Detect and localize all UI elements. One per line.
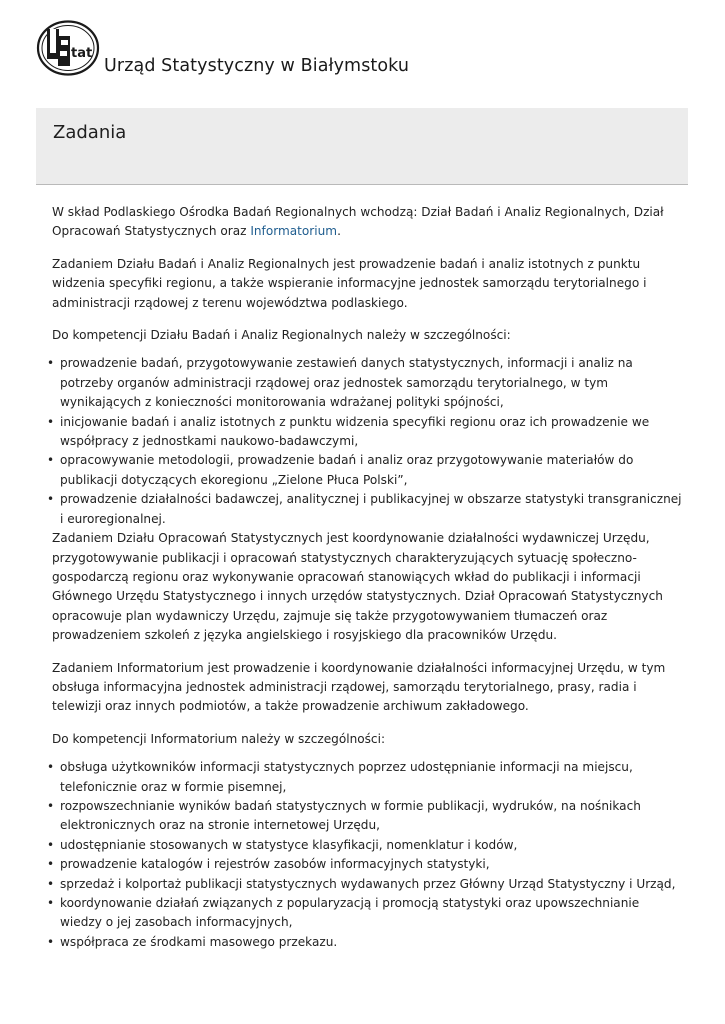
page-title-band — [36, 108, 688, 185]
list-item-text: prowadzenie katalogów i rejestrów zasobów informacyjnych statystyki, — [60, 857, 490, 872]
list-item — [47, 413, 682, 452]
bullet-icon: • — [47, 798, 55, 813]
list-item-text: sprzedaż i kolportaż publikacji statystycznych wydawanych przez Główny Urząd Statystyczny i Urząd, — [60, 876, 676, 891]
list-item-text: udostępnianie stosowanych w statystyce klasyfikacji, nomenklatur i kodów, — [60, 837, 518, 852]
list-item — [47, 451, 682, 490]
us-stat-logo-icon[interactable] — [36, 20, 100, 76]
site-header — [36, 18, 696, 80]
informatorium-link[interactable]: Informatorium — [250, 224, 338, 239]
bullet-icon: • — [47, 453, 55, 468]
list-item-text: obsługa użytkowników informacji statystycznych poprzez udostępnianie informacji na miejscu, telefonicznie oraz w formie pisemnej, — [60, 760, 633, 794]
bullet-icon: • — [47, 492, 55, 507]
list-item-text: opracowywanie metodologii, prowadzenie badań i analiz oraz przygotowywanie materiałów do publikacji dotyczących ekoregionu „Zielone Płuca Polski”, — [60, 453, 634, 487]
list-item-text: rozpowszechnianie wyników badań statystycznych w formie publikacji, wydruków, na nośnikach elektronicznych oraz na stronie internetowej Urzędu, — [60, 798, 641, 833]
list-item — [47, 490, 682, 529]
svg-text:tat: tat — [71, 46, 93, 61]
list-item-text: koordynowanie działań związanych z popularyzacją i promocją statystyki oraz upowszechnianie wiedzy o jej zasobach informacyjnych, — [60, 896, 640, 930]
list-item-text: prowadzenie badań, przygotowywanie zestawień danych statystycznych, informacji i analiz na potrzeby organów administracji rządowej oraz jednostek samorządu terytorialnego, w tym wynikających z konieczności monitorowania wdrażanej polityki spójności, — [60, 356, 633, 410]
bullet-icon: • — [47, 356, 55, 371]
paragraph-competencies-intro: Do kompetencji Działu Badań i Analiz Regionalnych należy w szczególności: — [52, 328, 511, 343]
bullet-icon: • — [47, 760, 55, 775]
bullet-icon: • — [47, 414, 55, 429]
bullet-icon: • — [47, 837, 55, 852]
page-title: Zadania — [53, 122, 127, 143]
list-item — [47, 836, 682, 855]
bullet-icon: • — [47, 857, 55, 872]
list-item — [47, 797, 682, 836]
competencies-list-1 — [47, 354, 682, 529]
bullet-icon: • — [47, 934, 55, 949]
intro-text-end: . — [337, 224, 341, 239]
paragraph-informatorium-competencies: Do kompetencji Informatorium należy w szczególności: — [52, 731, 386, 746]
list-item — [47, 354, 682, 412]
article-content — [47, 203, 682, 952]
list-item — [47, 933, 682, 952]
bullet-icon: • — [47, 896, 55, 910]
paragraph-informatorium: Zadaniem Informatorium jest prowadzenie i koordynowanie działalności informacyjnej Urzędu, w tym obsługa informacyjna jednostek administracji rządowej, samorządu terytorialnego, prasy, radia i telewizji oraz innych podmiotów, a także prowadzenie archiwum zakładowego. — [52, 660, 666, 714]
paragraph-statistical-studies: Zadaniem Działu Opracowań Statystycznych jest koordynowanie działalności wydawniczej Urzędu, przygotowywanie publikacji i opracowań statystycznych charakteryzujących sytuację społeczno-gospodarczą regionu oraz wykonywanie opracowań stanowiących wkład do publikacji i informacji Głównego Urzędu Statystycznego i innych urzędów statystycznych. Dział Opracowań Statystycznych opracowuje plan wydawniczy Urzędu, zajmuje się także przygotowywaniem tłumaczeń oraz prowadzeniem szkoleń z języka angielskiego i rosyjskiego dla pracowników Urzędu. — [52, 531, 663, 643]
paragraph-regional-analysis: Zadaniem Działu Badań i Analiz Regionalnych jest prowadzenie badań i analiz istotnych z punktu widzenia specyfiki regionu, a także wspieranie informacyjne jednostek samorządu terytorialnego i administracji rządowej z terenu województwa podlaskiego. — [52, 256, 647, 310]
list-item — [47, 894, 682, 933]
list-item — [47, 758, 682, 797]
site-title[interactable]: Urząd Statystyczny w Białymstoku — [104, 56, 410, 76]
list-item — [47, 855, 682, 874]
list-item — [47, 875, 682, 894]
list-item-text: prowadzenie działalności badawczej, analitycznej i publikacyjnej w obszarze statystyki transgranicznej i euroregionalnej. — [60, 492, 682, 526]
list-item-text: inicjowanie badań i analiz istotnych z punktu widzenia specyfiki regionu oraz ich prowadzenie we współpracy z jednostkami naukowo-badawczymi, — [60, 414, 650, 449]
bullet-icon: • — [47, 876, 55, 891]
list-item-text: współpraca ze środkami masowego przekazu. — [60, 934, 338, 949]
intro-text: W skład Podlaskiego Ośrodka Badań Regionalnych wchodzą: Dział Badań i Analiz Regionalnych, Dział Opracowań Statystycznych oraz — [52, 205, 664, 239]
intro-paragraph — [52, 203, 682, 242]
competencies-list-2 — [47, 758, 682, 952]
